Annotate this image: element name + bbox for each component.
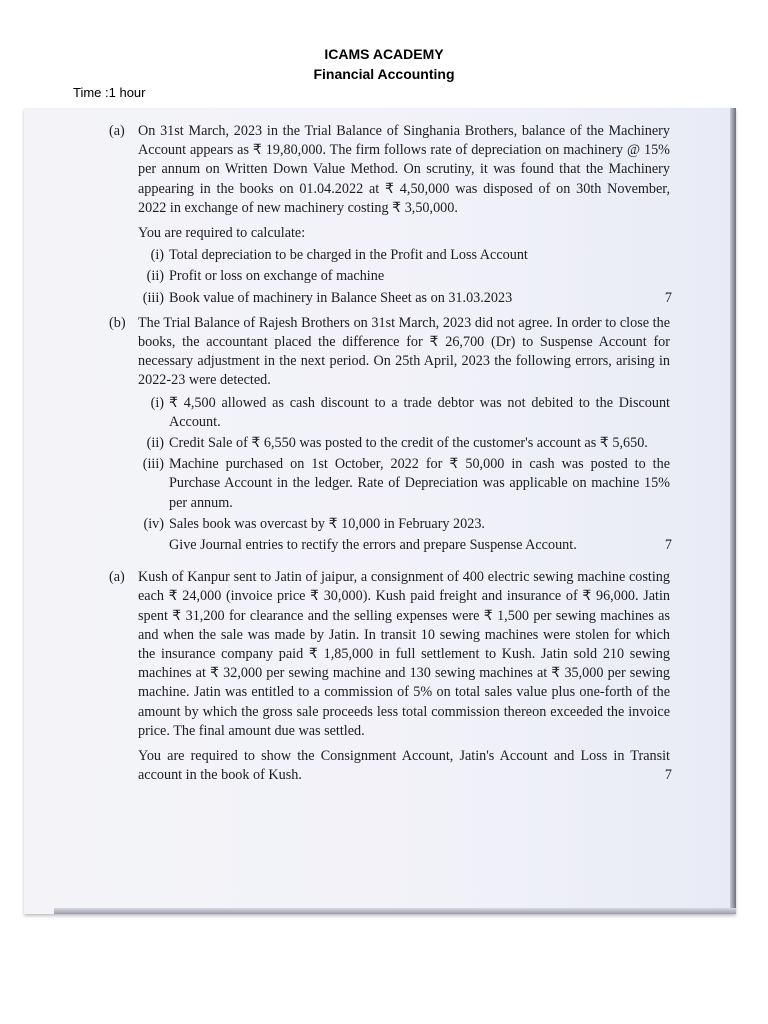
page-header — [0, 44, 768, 84]
list-item: (iii) Machine purchased on 1st October, 2022 for ₹ 50,000 in cash was posted to the Purchase Account in the ledger. Rate of Depreciation was applicable on machine 15% per annum. — [142, 456, 670, 511]
list-item: (i) Total depreciation to be charged in the Profit and Loss Account — [150, 247, 528, 264]
part-label: (b) — [109, 314, 126, 331]
marks-label: 7 — [664, 537, 672, 554]
question-1b-list — [138, 394, 670, 534]
marks-label: 7 — [664, 767, 672, 784]
academy-title: ICAMS ACADEMY — [324, 46, 444, 62]
list-item: (ii) Profit or loss on exchange of machine — [146, 268, 385, 285]
time-label: Time :1 hour — [73, 85, 146, 100]
question-1b — [109, 314, 672, 555]
question-1a-list — [138, 246, 670, 308]
question-2a-instruction: You are required to show the Consignment Account, Jatin's Account and Loss in Transit account in the book of Kush. 7 — [138, 747, 670, 785]
question-text-block — [110, 122, 670, 786]
scan-edge-shadow — [730, 108, 736, 914]
part-label: (a) — [109, 123, 125, 139]
list-item: (i) ₹ 4,500 allowed as cash discount to a trade debtor was not debited to the Discount Account. — [150, 394, 670, 430]
list-item: (iii) Book value of machinery in Balance Sheet as on 31.03.2023 7 — [138, 289, 670, 308]
list-item: (ii) Credit Sale of ₹ 6,550 was posted to the credit of the customer's account as ₹ 5,650. — [146, 435, 648, 452]
scanned-question-image — [24, 108, 736, 914]
list-item: (iv) Sales book was overcast by ₹ 10,000 in February 2023. — [143, 515, 485, 532]
question-2a — [109, 568, 672, 785]
question-2a-text: Kush of Kanpur sent to Jatin of jaipur, a consignment of 400 electric sewing machine costing each ₹ 24,000 (invoice price ₹ 30,000). Kush paid freight and insurance of ₹ 96,000. Jatin spent ₹ 31,200 for clearance and the selling expenses were ₹ 1,500 per sewing machines as and when the sale was made by Jatin. In transit 10 sewing machines were stolen for which the insurance company paid ₹ 1,85,000 in full settlement to Kush. Jatin sold 210 sewing machines at ₹ 32,000 per sewing machine and 130 sewing machines at ₹ 35,000 per sewing machine. Jatin was entitled to a commission of 5% on total sales value plus one-forth of the amount by which the gross sale proceeds less total commission thereon exceeded the invoice price. The final amount due was settled. — [138, 569, 670, 739]
question-1a-instruction: You are required to calculate: — [138, 225, 306, 242]
question-1b-closing: Give Journal entries to rectify the errors and prepare Suspense Account. 7 — [138, 536, 670, 555]
question-1a — [109, 122, 672, 308]
subject-title: Financial Accounting — [313, 66, 455, 82]
part-label: (a) — [109, 569, 125, 586]
question-1a-text: On 31st March, 2023 in the Trial Balance of Singhania Brothers, balance of the Machinery Account appears as ₹ 19,80,000. The firm follows rate of depreciation on machinery @ 15% per annum on Written Down Value Method. On scrutiny, it was found that the Machinery appearing in the books on 01.04.2022 at ₹ 4,50,000 was disposed of on 30th November, 2022 in exchange of new machinery costing ₹ 3,50,000. — [138, 123, 670, 216]
question-1b-text: The Trial Balance of Rajesh Brothers on 31st March, 2023 did not agree. In order to close the books, the accountant placed the difference for ₹ 26,700 (Dr) to Suspense Account for necessary adjustment in the next period. On 25th April, 2023 the following errors, arising in 2022-23 were detected. — [138, 314, 670, 389]
marks-label: 7 — [664, 289, 672, 306]
scan-edge-shadow — [54, 908, 736, 914]
